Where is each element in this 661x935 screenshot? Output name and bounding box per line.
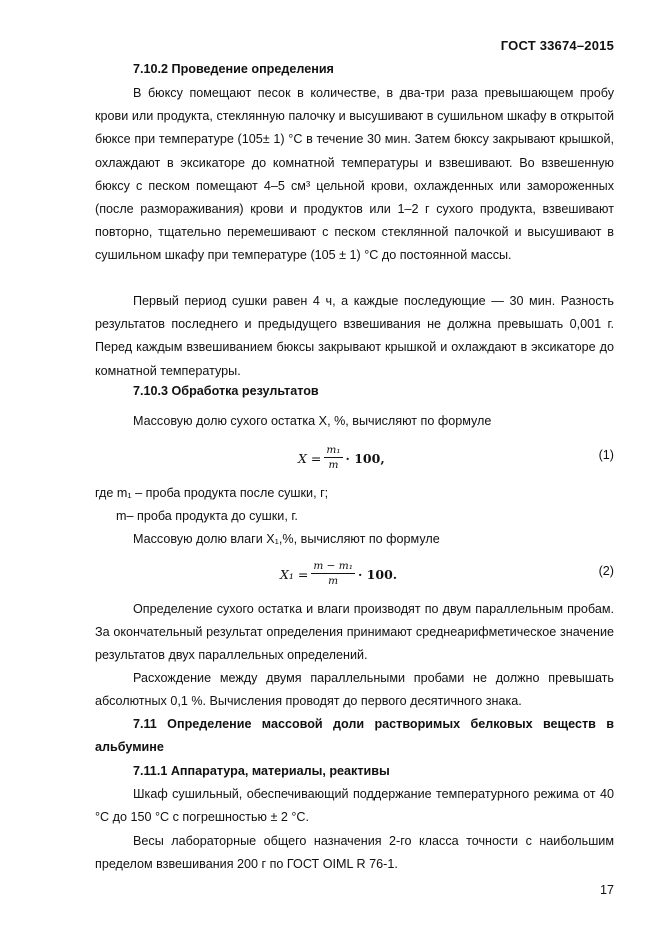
page-number: 17	[599, 883, 614, 897]
formula-2-numerator: m − m₁	[313, 560, 353, 572]
where-m1-definition: где m₁ – проба продукта после сушки, г;	[95, 486, 329, 500]
formula-2-denominator: m	[328, 575, 339, 587]
formula-2	[95, 554, 614, 594]
formula-2-rest: · 100.	[357, 566, 398, 582]
dry-residue-intro: Массовую долю сухого остатка X, %, вычисляют по формуле	[133, 414, 492, 428]
formula-1	[95, 438, 614, 478]
section-7-10-2-title: 7.10.2 Проведение определения	[133, 62, 334, 76]
formula-2-fraction	[311, 560, 355, 588]
formula-2-lhs: X₁ =	[280, 566, 309, 582]
formula-1-lhs: X =	[298, 450, 322, 466]
formula-1-rest: · 100,	[345, 450, 385, 466]
document-code-header: ГОСТ 33674–2015	[500, 38, 614, 53]
section-7-11-1-paragraph-1: Шкаф сушильный, обеспечивающий поддержание температурного режима от 40 °С до 150 °С с погрешностью ± 2 °С.	[95, 787, 614, 825]
section-7-10-3-paragraph-3: Расхождение между двумя параллельными пробами не должно превышать абсолютных 0,1 %. Вычисления проводят до первого десятичного знака.	[95, 671, 614, 709]
section-7-10-3-paragraph-2: Определение сухого остатка и влаги производят по двум параллельным пробам. За окончательный результат определения принимают среднеарифметическое значение результатов двух параллельных определений.	[95, 602, 614, 663]
formula-1-denominator: m	[328, 459, 339, 471]
formula-1-numerator: m₁	[326, 444, 341, 456]
moisture-intro: Массовую долю влаги X₁,%, вычисляют по формуле	[133, 532, 440, 546]
section-7-10-3-title: 7.10.3 Обработка результатов	[133, 384, 319, 398]
where-m-definition: m– проба продукта до сушки, г.	[116, 509, 298, 523]
section-7-10-2-paragraph-1: В бюксу помещают песок в количестве, в два-три раза превышающем пробу крови или продукта, стеклянную палочку и высушивают в сушильном шкафу в открытой бюксе при температуре (105± 1) °С в течение 30 мин. Затем бюксу закрывают крышкой, охлаждают в эксикаторе до комнатной температуры и взвешивают. Во взвешенную бюксу с песком помещают 4–5 см³ цельной крови, охлажденных или замороженных (после размораживания) крови и продуктов или 1–2 г сухого продукта, взвешивают повторно, тщательно перемешивают с песком стеклянной палочкой и высушивают в сушильном шкафу при температуре (105 ± 1) °С до постоянной массы.	[95, 86, 614, 263]
section-7-11-title: 7.11 Определение массовой доли растворимых белковых веществ в альбумине	[95, 717, 614, 755]
section-7-11-1-title: 7.11.1 Аппаратура, материалы, реактивы	[133, 764, 390, 778]
formula-2-number: (2)	[598, 564, 614, 578]
section-7-10-2-paragraph-2: Первый период сушки равен 4 ч, а каждые последующие — 30 мин. Разность результатов последнего и предыдущего взвешивания не должна превышать 0,001 г. Перед каждым взвешиванием бюксы закрывают крышкой и охлаждают в эксикаторе до комнатной температуры.	[95, 294, 614, 378]
section-7-11-1-paragraph-2: Весы лабораторные общего назначения 2-го класса точности с наибольшим пределом взвешивания 200 г по ГОСТ OIML R 76-1.	[95, 834, 614, 872]
document-page	[95, 0, 614, 935]
formula-1-number: (1)	[598, 448, 614, 462]
formula-1-fraction	[324, 444, 342, 472]
